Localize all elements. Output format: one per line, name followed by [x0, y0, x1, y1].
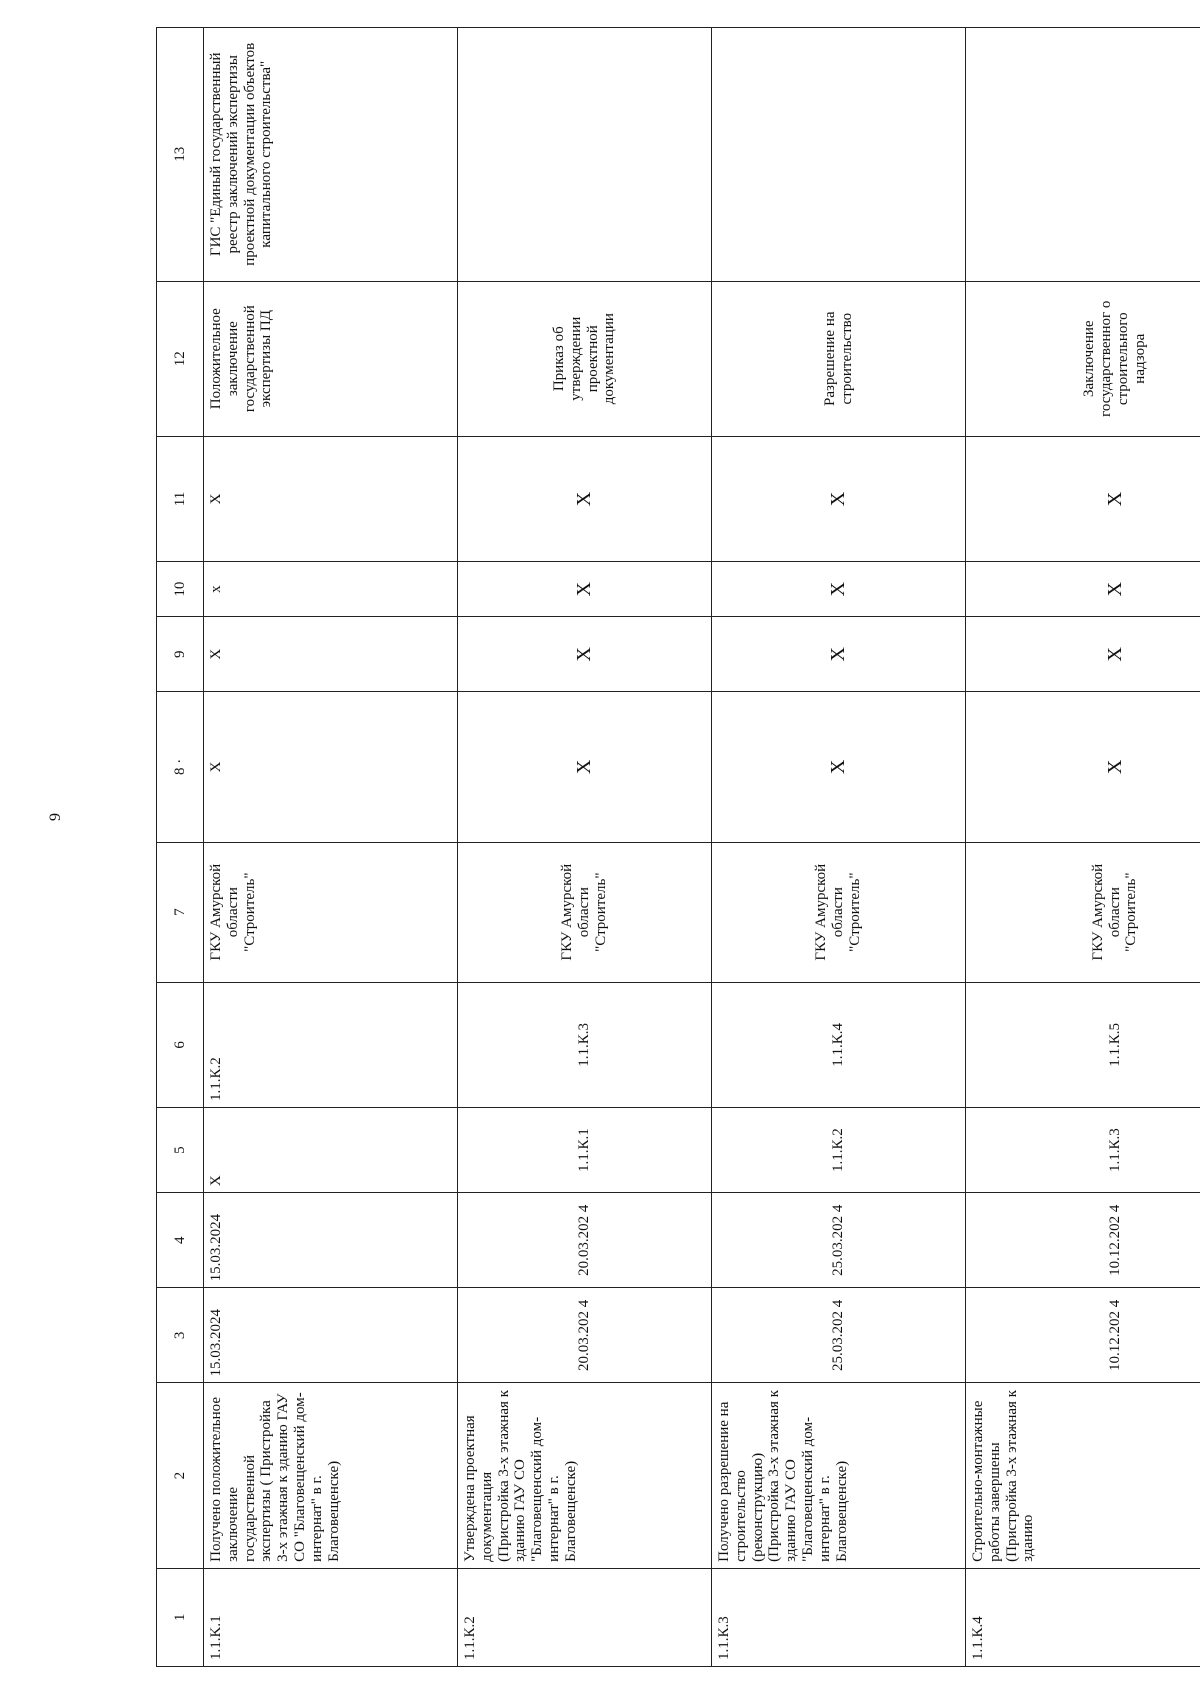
header-row [157, 28, 204, 1667]
row-responsible: ГКУ Амурской области "Строитель" [966, 842, 1200, 982]
row-col10: X [966, 562, 1200, 617]
row-col11: X [712, 436, 966, 561]
row-col8: X [712, 692, 966, 842]
row-start-date: 20.03.202 4 [458, 1288, 712, 1383]
row-info-system [712, 28, 966, 282]
row-code: 1.1.К.4 [966, 1568, 1200, 1666]
row-info-system [458, 28, 712, 282]
col-header-9: 9 [157, 617, 204, 692]
row-successor: 1.1.К.4 [712, 982, 966, 1107]
row-document: Приказ об утверждении проектной документации [458, 281, 712, 436]
row-col9: X [966, 617, 1200, 692]
row-responsible: ГКУ Амурской области "Строитель" [204, 842, 458, 982]
table-row [712, 28, 966, 1667]
col-header-8: 8 · [157, 692, 204, 842]
row-description: Получено разрешение на строительство (реконструкцию) (Пристройка 3-х этажная к зданию ГАУ СО "Благовещенский дом-интернат" в г. Благовещенске) [712, 1383, 966, 1568]
row-document: Заключение государственног о строительного надзора [966, 281, 1200, 436]
row-col8: X [966, 692, 1200, 842]
col-header-13: 13 [157, 28, 204, 282]
row-successor: 1.1.К.5 [966, 982, 1200, 1107]
col-header-7: 7 [157, 842, 204, 982]
control-points-table [156, 27, 1200, 1667]
row-code: 1.1.K.1 [204, 1568, 458, 1666]
row-predecessor: 1.1.К.1 [458, 1108, 712, 1193]
row-start-date: 15.03.2024 [204, 1288, 458, 1383]
row-code: 1.1.К.2 [458, 1568, 712, 1666]
row-description: Строительно-монтажные работы завершены (Пристройка 3-х этажная к зданию [966, 1383, 1200, 1568]
col-header-11: 11 [157, 436, 204, 561]
row-predecessor: 1.1.К.3 [966, 1108, 1200, 1193]
table-row [966, 28, 1200, 1667]
row-col10: X [458, 562, 712, 617]
row-col10: X [712, 562, 966, 617]
col-header-3: 3 [157, 1288, 204, 1383]
row-responsible: ГКУ Амурской области "Строитель" [712, 842, 966, 982]
rotated-table-container [156, 27, 1148, 1667]
col-header-1: 1 [157, 1568, 204, 1666]
col-header-10: 10 [157, 562, 204, 617]
row-col11: X [966, 436, 1200, 561]
row-successor: 1.1.К.2 [204, 982, 458, 1107]
col-header-5: 5 [157, 1108, 204, 1193]
row-info-system [966, 28, 1200, 282]
row-col9: X [204, 617, 458, 692]
row-description: Утверждена проектная документация (Пристройка 3-х этажная к зданию ГАУ СО "Благовещенский дом-интернат" в г. Благовещенске) [458, 1383, 712, 1568]
row-end-date: 15.03.2024 [204, 1193, 458, 1288]
row-col8: X [204, 692, 458, 842]
row-predecessor: 1.1.К.2 [712, 1108, 966, 1193]
row-info-system: ГИС "Единый государственный реестр заключений экспертизы проектной документации объектов капитального строительства" [204, 28, 458, 282]
row-predecessor: X [204, 1108, 458, 1193]
row-col8: X [458, 692, 712, 842]
row-successor: 1.1.К.3 [458, 982, 712, 1107]
col-header-2: 2 [157, 1383, 204, 1568]
row-col9: X [458, 617, 712, 692]
table-row [204, 28, 458, 1667]
col-header-4: 4 [157, 1193, 204, 1288]
row-responsible: ГКУ Амурской области "Строитель" [458, 842, 712, 982]
col-header-12: 12 [157, 281, 204, 436]
row-start-date: 25.03.202 4 [712, 1288, 966, 1383]
row-start-date: 10.12.202 4 [966, 1288, 1200, 1383]
row-end-date: 10.12.202 4 [966, 1193, 1200, 1288]
row-col11: X [204, 436, 458, 561]
row-col11: X [458, 436, 712, 561]
row-code: 1.1.К.3 [712, 1568, 966, 1666]
table-row [458, 28, 712, 1667]
row-description: Получено положительное заключение государственной экспертизы ( Пристройка 3-х этажная к зданию ГАУ СО "Благовещенский дом-интернат" в г. Благовещенске) [204, 1383, 458, 1568]
row-end-date: 25.03.202 4 [712, 1193, 966, 1288]
col-header-6: 6 [157, 982, 204, 1107]
row-end-date: 20.03.202 4 [458, 1193, 712, 1288]
row-col10: x [204, 562, 458, 617]
page-number: 9 [47, 813, 64, 821]
row-col9: X [712, 617, 966, 692]
row-document: Положительное заключение государственной экспертизы ПД [204, 281, 458, 436]
row-document: Разрешение на строительство [712, 281, 966, 436]
